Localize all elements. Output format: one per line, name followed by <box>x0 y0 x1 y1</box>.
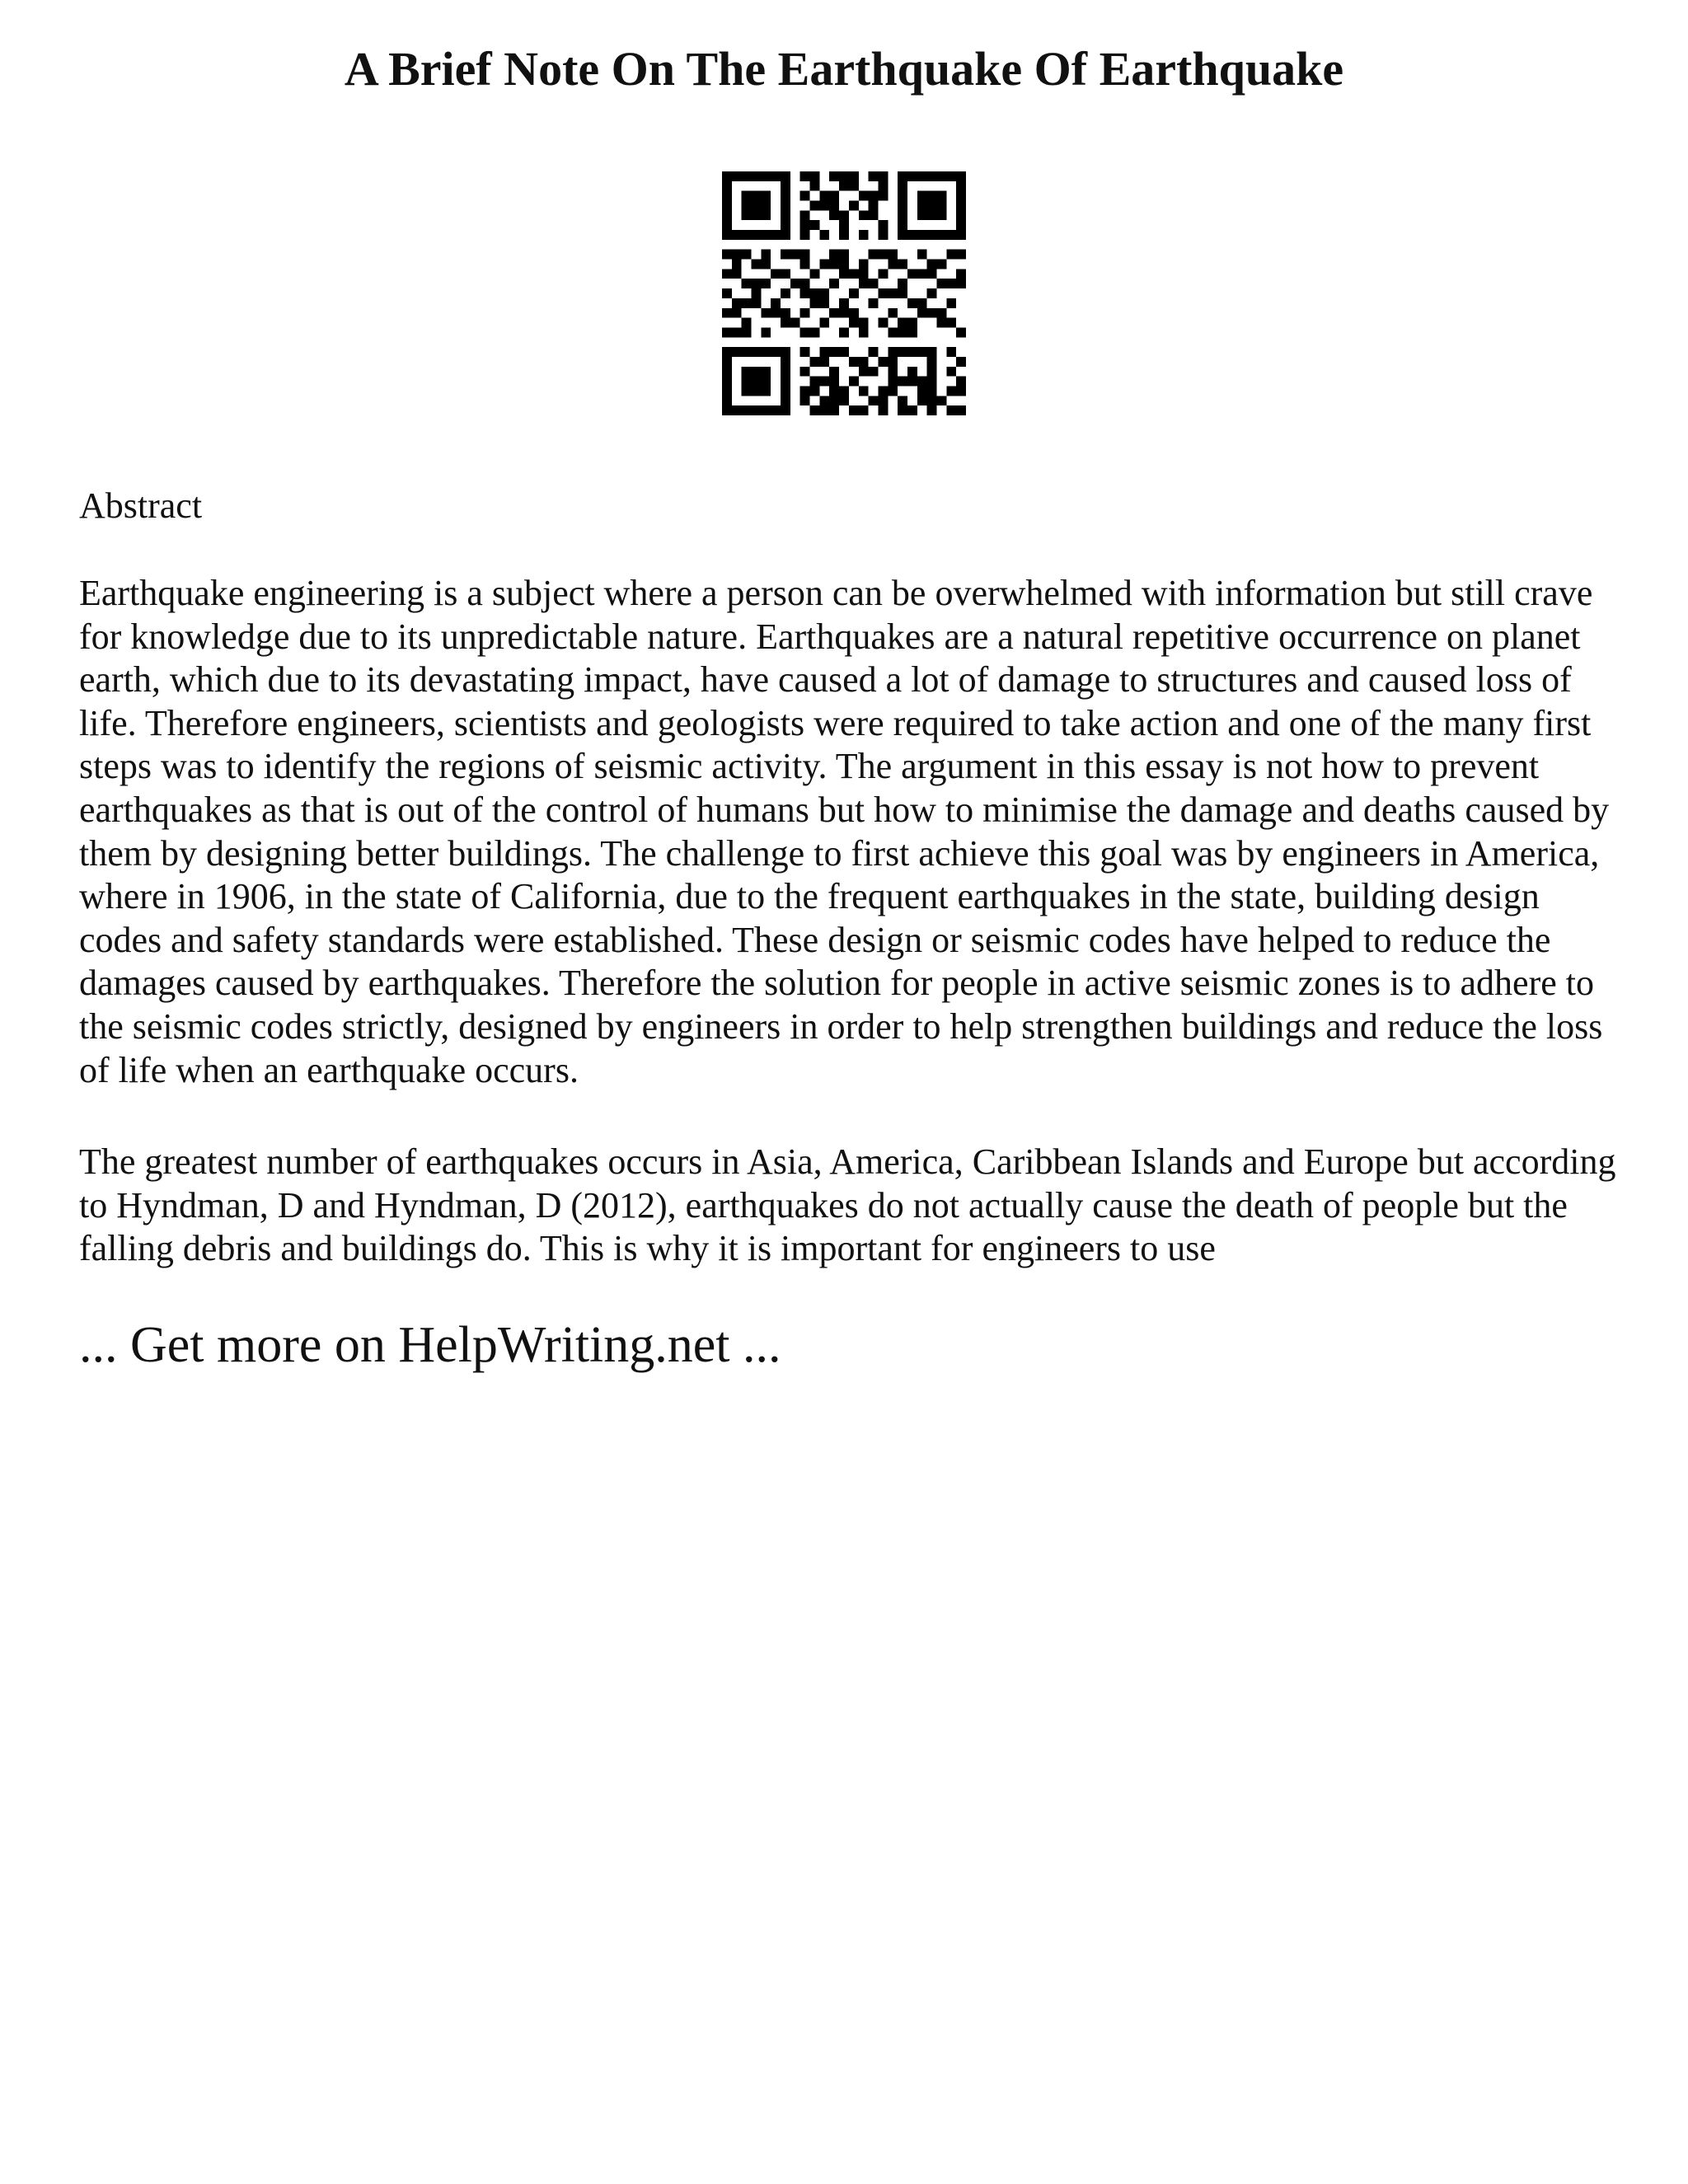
body-paragraph: The greatest number of earthquakes occurs in Asia, America, Caribbean Islands and Europe but according to Hyndman, D and Hyndman, D (2012), earthquakes do not actually cause the death of people but the falling debris and buildings do. This is why it is important for engineers to use <box>79 1141 1616 1269</box>
abstract-heading: Abstract <box>79 485 203 526</box>
qr-code-icon <box>722 171 966 415</box>
get-more-link[interactable]: ... Get more on HelpWriting.net ... <box>79 1317 781 1373</box>
abstract-paragraph: Earthquake engineering is a subject where a person can be overwhelmed with information but still crave for knowledge due to its unpredictable nature. Earthquakes are a natural repetitive occurrence on planet earth, which due to its devastating impact, have caused a lot of damage to structures and caused loss of life. Therefore engineers, scientists and geologists were required to take action and one of the many first steps was to identify the regions of seismic activity. The argument in this essay is not how to prevent earthquakes as that is out of the control of humans but how to minimise the damage and deaths caused by them by designing better buildings. The challenge to first achieve this goal was by engineers in America, where in 1906, in the state of California, due to the frequent earthquakes in the state, building design codes and safety standards were established. These design or seismic codes have helped to reduce the damages caused by earthquakes. Therefore the solution for people in active seismic zones is to adhere to the seismic codes strictly, designed by engineers in order to help strengthen buildings and reduce the loss of life when an earthquake occurs. <box>79 573 1610 1090</box>
page-title: A Brief Note On The Earthquake Of Earthquake <box>344 42 1344 96</box>
